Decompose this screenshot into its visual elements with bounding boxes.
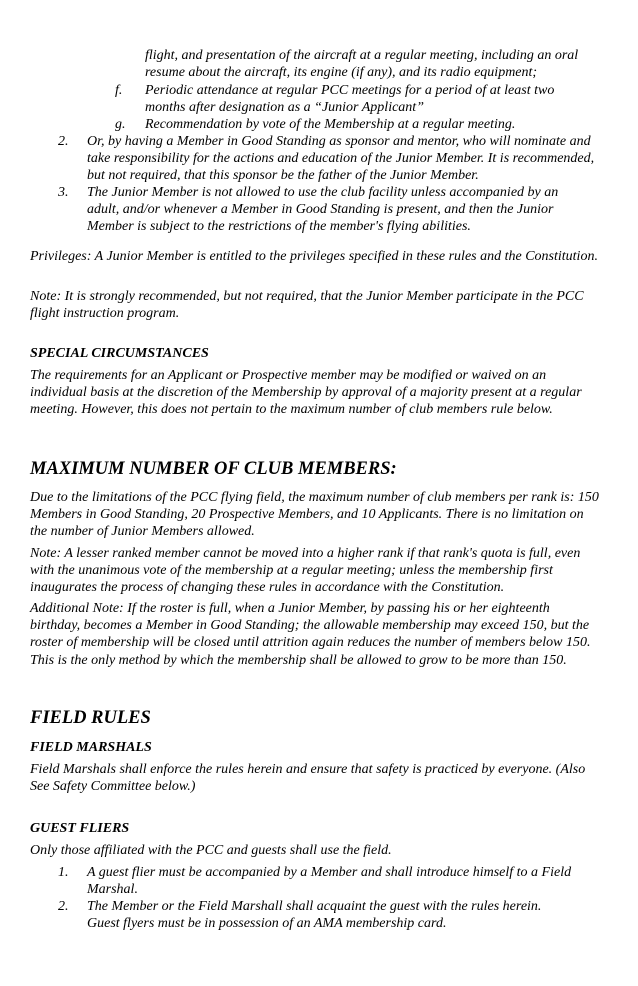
maximum-members-heading: MAXIMUM NUMBER OF CLUB MEMBERS: (30, 459, 397, 479)
list-marker-3: 3. (58, 185, 69, 200)
special-circumstances-paragraph: The requirements for an Applicant or Prospective member may be modified or waived on an individual basis at the discretion of the Membership by approval of a majority present at a regular meeting. However, this does not pertain to the maximum number of club members rule below. (30, 368, 582, 418)
guest-list-marker-1: 1. (58, 865, 69, 880)
special-circumstances-heading: SPECIAL CIRCUMSTANCES (30, 346, 209, 361)
list-marker-2: 2. (58, 134, 69, 149)
privileges-paragraph: Privileges: A Junior Member is entitled to the privileges specified in these rules and the Constitution. (30, 249, 598, 264)
list-marker-f: f. (115, 83, 123, 98)
list-item-e-continuation: flight, and presentation of the aircraft at a regular meeting, including an oral resume about the aircraft, its engine (if any), and its radio equipment; (145, 48, 579, 81)
field-marshals-heading: FIELD MARSHALS (30, 740, 152, 755)
list-item-2: Or, by having a Member in Good Standing as sponsor and mentor, who will nominate and take responsibility for the actions and education of the Junior Member. It is recommended, but not required, that this sponsor be the father of the Junior Member. (87, 134, 595, 184)
additional-note-paragraph: Additional Note: If the roster is full, when a Junior Member, by passing his or her eighteenth birthday, becomes a Member in Good Standing; the allowable membership may exceed 150, but the roster of membership will be closed until attrition again reduces the number of members below 150. This is the only method by which the membership shall be allowed to grow to be more than 150. (30, 601, 591, 668)
maximum-members-paragraph: Due to the limitations of the PCC flying field, the maximum number of club members per rank is: 150 Members in Good Standing, 20 Prospective Members, and 10 Applicants. There is no limitation on the number of Junior Members allowed. (30, 490, 599, 540)
guest-list-marker-2: 2. (58, 899, 69, 914)
guest-fliers-intro: Only those affiliated with the PCC and guests shall use the field. (30, 843, 392, 858)
list-marker-g: g. (115, 117, 126, 132)
field-marshals-paragraph: Field Marshals shall enforce the rules herein and ensure that safety is practiced by everyone. (Also See Safety Committee below.) (30, 762, 586, 795)
guest-list-item-2: The Member or the Field Marshall shall acquaint the guest with the rules herein. Guest flyers must be in possession of an AMA membership card. (87, 899, 542, 932)
lesser-rank-note-paragraph: Note: A lesser ranked member cannot be moved into a higher rank if that rank's quota is full, even with the unanimous vote of the membership at a regular meeting; unless the membership first inaugurates the process of changing these rules in accordance with the Constitution. (30, 546, 581, 596)
field-rules-heading: FIELD RULES (30, 708, 151, 728)
list-item-3: The Junior Member is not allowed to use the club facility unless accompanied by an adult, and/or whenever a Member in Good Standing is present, and then the Junior Member is subject to the restrictions of the member's flying abilities. (87, 185, 559, 235)
guest-list-item-1: A guest flier must be accompanied by a Member and shall introduce himself to a Field Marshal. (87, 865, 572, 898)
list-item-f: Periodic attendance at regular PCC meetings for a period of at least two months after designation as a “Junior Applicant” (145, 83, 555, 116)
guest-fliers-heading: GUEST FLIERS (30, 821, 130, 836)
list-item-g: Recommendation by vote of the Membership at a regular meeting. (145, 117, 516, 132)
instruction-note-paragraph: Note: It is strongly recommended, but not required, that the Junior Member participate in the PCC flight instruction program. (30, 289, 584, 322)
